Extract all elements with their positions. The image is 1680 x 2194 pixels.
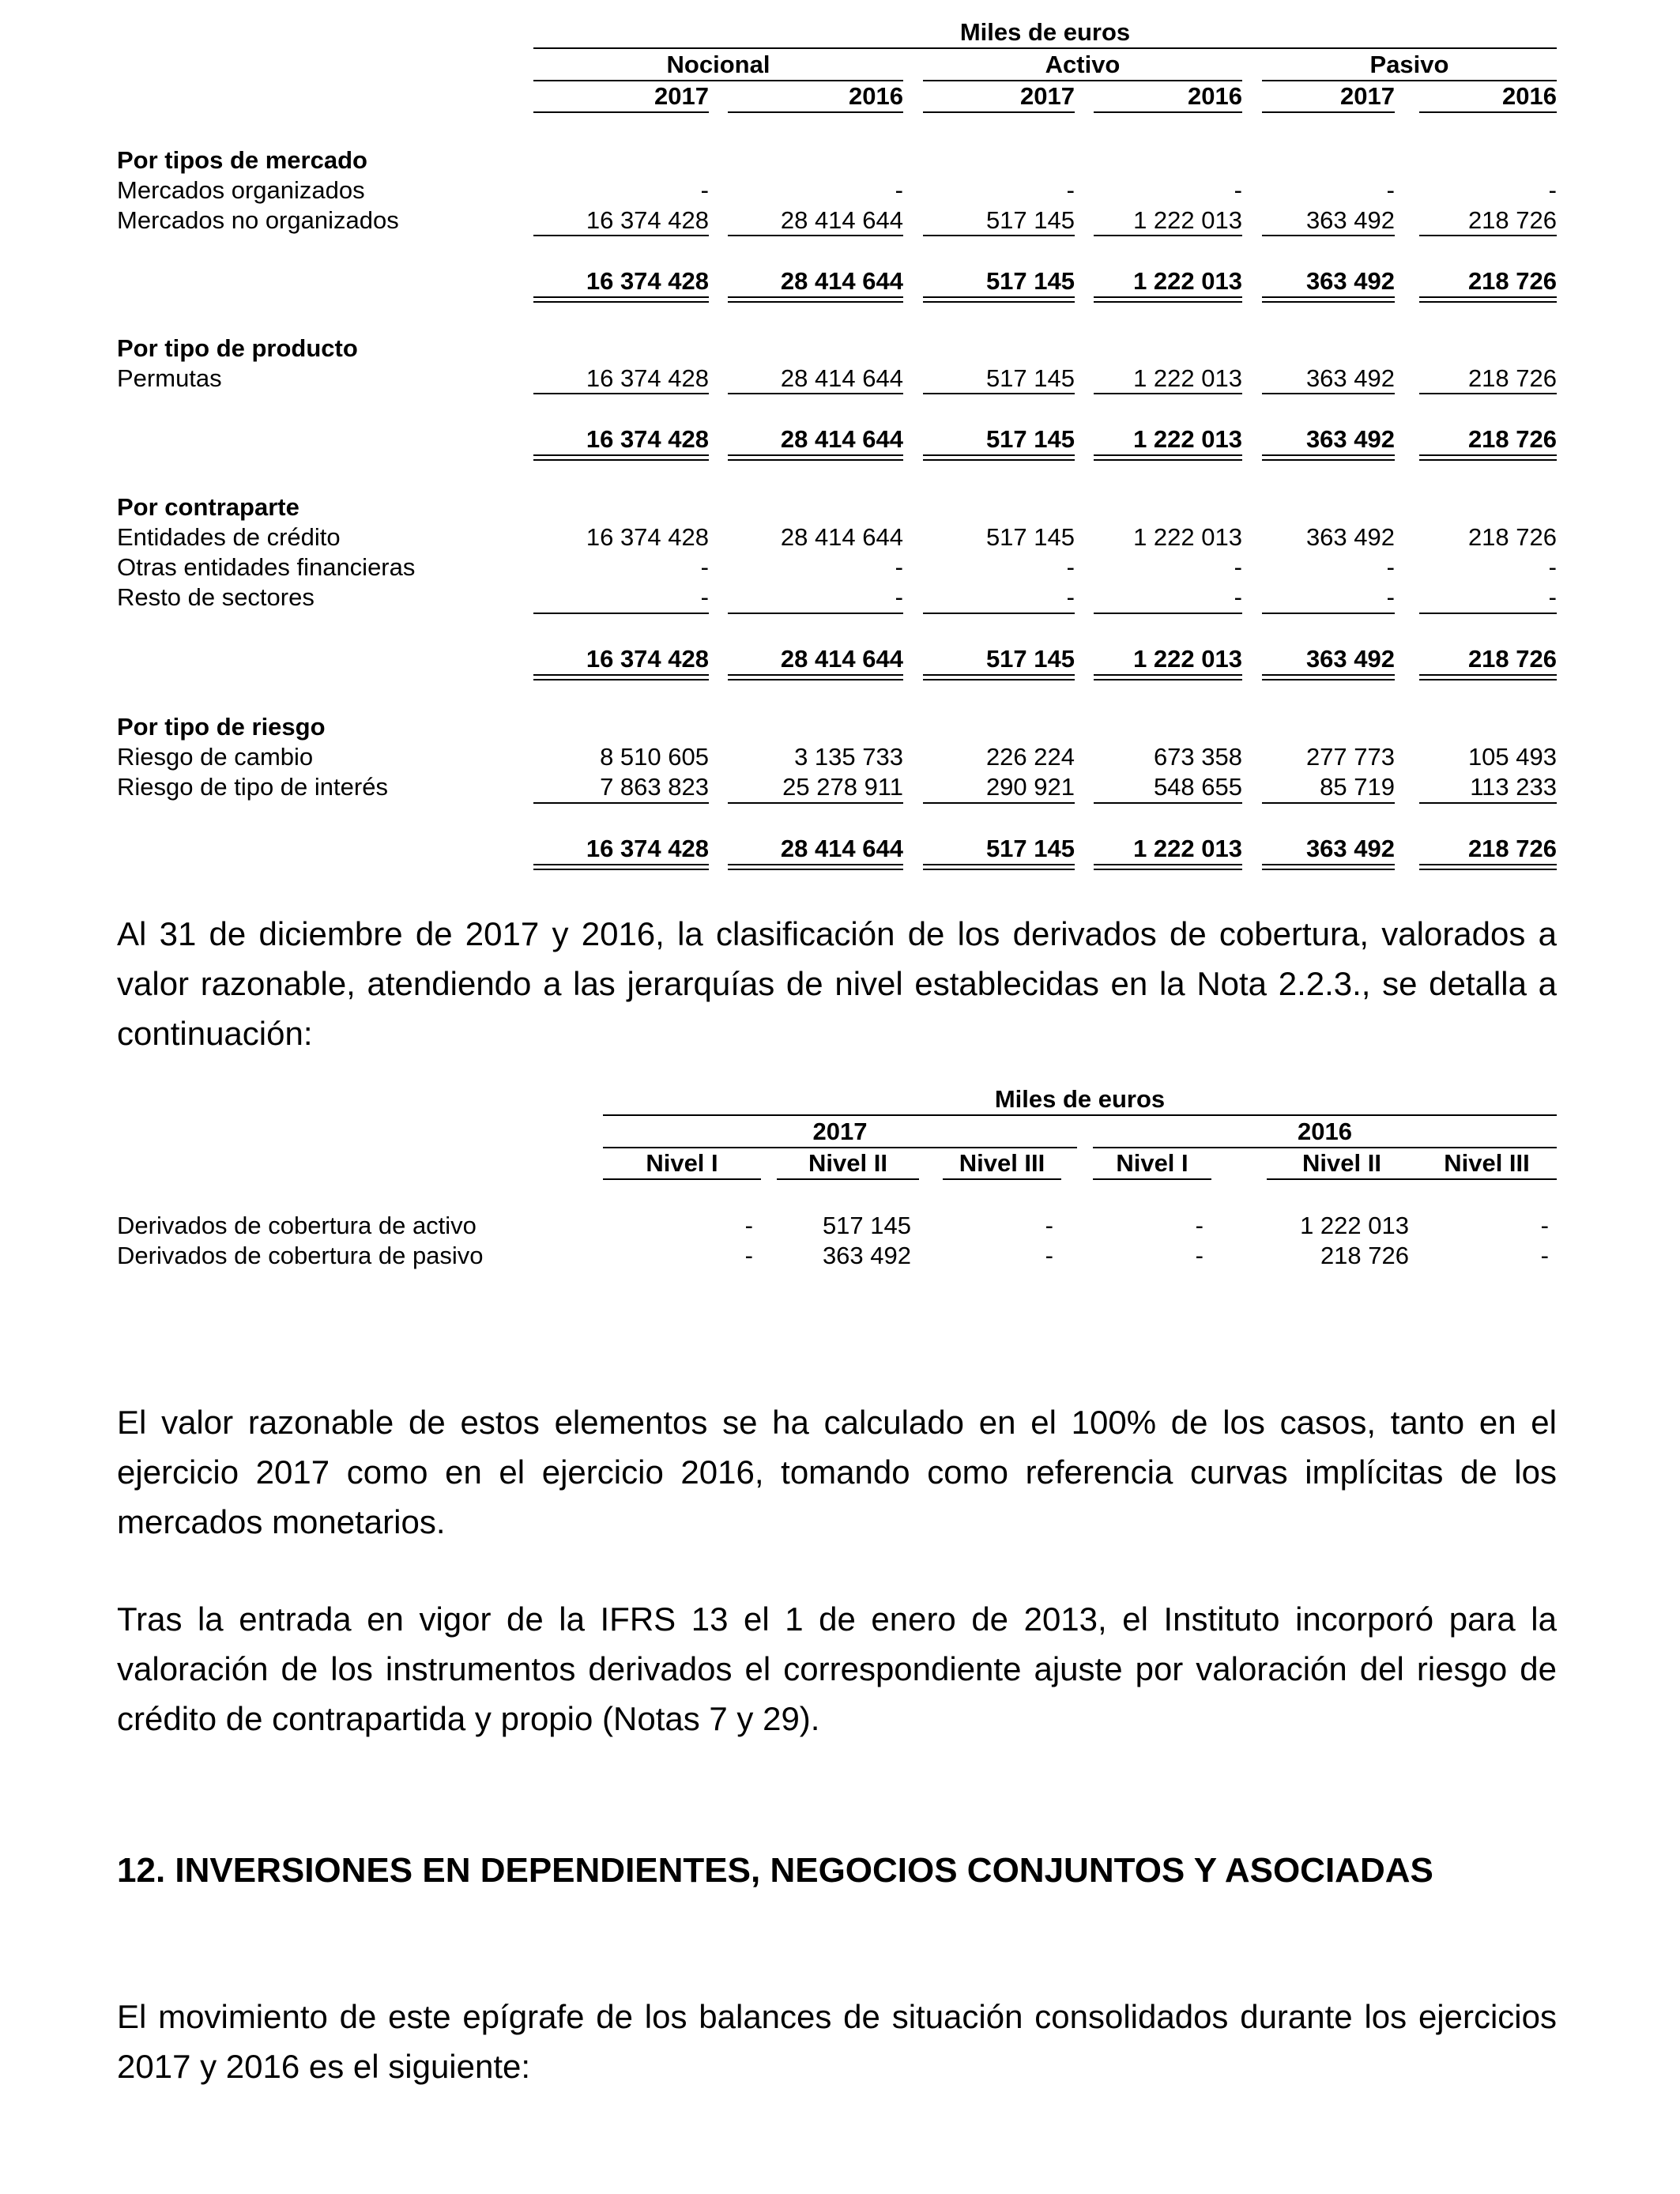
table-cell: 105 493: [1467, 743, 1557, 771]
table-cell: -: [1066, 583, 1075, 611]
year-header: 2017: [654, 82, 709, 110]
table-cell: -: [1195, 1242, 1203, 1269]
level-header: Nivel I: [646, 1149, 718, 1177]
year-header: 2017: [1020, 82, 1075, 110]
table-cell: 28 414 644: [780, 523, 903, 551]
row-label: Resto de sectores: [117, 583, 315, 611]
table-cell: -: [1045, 1242, 1053, 1269]
total-cell: 218 726: [1467, 645, 1557, 673]
table-cell: 363 492: [822, 1242, 911, 1269]
table-cell: -: [1195, 1212, 1203, 1239]
section-title: Por contraparte: [117, 493, 299, 521]
level-rule: [1417, 1178, 1557, 1180]
table-cell: -: [700, 176, 709, 204]
total-cell: 28 414 644: [780, 645, 903, 673]
level-header: Nivel II: [808, 1149, 887, 1177]
level-rule: [603, 1178, 761, 1180]
paragraph-hedging-classification: Al 31 de diciembre de 2017 y 2016, la clasificación de los derivados de cobertura, valorados a valor razonable, atendiendo a las jerarquías de nivel establecidas en la Nota 2.2.3., se detalla a continuación:: [117, 915, 1557, 1052]
table-cell: 277 773: [1305, 743, 1395, 771]
table-cell: 16 374 428: [586, 523, 709, 551]
table-cell: 1 222 013: [1133, 364, 1242, 392]
table-cell: 517 145: [822, 1212, 911, 1239]
total-cell: 363 492: [1305, 645, 1395, 673]
table-cell: 517 145: [985, 206, 1075, 234]
table-cell: 8 510 605: [600, 743, 709, 771]
table-cell: -: [1386, 176, 1395, 204]
level-rule: [1267, 1178, 1417, 1180]
table-cell: 16 374 428: [586, 206, 709, 234]
level-header: Nivel III: [1444, 1149, 1530, 1177]
table-cell: 218 726: [1467, 523, 1557, 551]
table-cell: 85 719: [1320, 773, 1395, 801]
table2-unit-rule: [603, 1114, 1557, 1116]
table1-unit-header: Miles de euros: [959, 18, 1131, 46]
table-cell: 28 414 644: [780, 206, 903, 234]
total-cell: 517 145: [985, 645, 1075, 673]
section-title: Por tipos de mercado: [117, 146, 367, 174]
table-cell: -: [1386, 583, 1395, 611]
total-cell: 16 374 428: [586, 835, 709, 862]
total-cell: 16 374 428: [586, 425, 709, 453]
table-cell: -: [700, 553, 709, 581]
table-cell: 363 492: [1305, 523, 1395, 551]
table-cell: 218 726: [1467, 364, 1557, 392]
table-cell: 363 492: [1305, 206, 1395, 234]
year-header: 2017: [1340, 82, 1395, 110]
total-cell: 363 492: [1305, 425, 1395, 453]
table2-unit-header: Miles de euros: [994, 1085, 1166, 1113]
row-label: Derivados de cobertura de activo: [117, 1212, 477, 1239]
table-cell: -: [1066, 176, 1075, 204]
level-rule: [1093, 1178, 1211, 1180]
year-header: 2016: [1502, 82, 1557, 110]
level-rule: [943, 1178, 1061, 1180]
year-header: 2016: [849, 82, 903, 110]
table-cell: -: [700, 583, 709, 611]
table-cell: -: [1548, 553, 1557, 581]
row-label: Riesgo de cambio: [117, 743, 314, 771]
section-heading-12: 12. INVERSIONES EN DEPENDIENTES, NEGOCIOS CONJUNTOS Y ASOCIADAS: [117, 1851, 1433, 1890]
row-label: Permutas: [117, 364, 222, 392]
year-header-2016: 2016: [1298, 1118, 1352, 1145]
total-cell: 517 145: [985, 835, 1075, 862]
table-cell: -: [744, 1212, 753, 1239]
table-cell: 28 414 644: [780, 364, 903, 392]
total-cell: 517 145: [985, 425, 1075, 453]
row-label: Entidades de crédito: [117, 523, 341, 551]
table-cell: 226 224: [985, 743, 1075, 771]
year-header-2017: 2017: [812, 1118, 868, 1145]
total-cell: 363 492: [1305, 267, 1395, 295]
total-cell: 28 414 644: [780, 425, 903, 453]
table-cell: 517 145: [985, 523, 1075, 551]
section-title: Por tipo de riesgo: [117, 713, 326, 741]
total-cell: 218 726: [1467, 425, 1557, 453]
total-cell: 28 414 644: [780, 267, 903, 295]
table-cell: -: [1234, 553, 1242, 581]
total-cell: 363 492: [1305, 835, 1395, 862]
table-cell: -: [1548, 176, 1557, 204]
row-label: Otras entidades financieras: [117, 553, 416, 581]
table-cell: -: [895, 553, 903, 581]
table-cell: -: [744, 1242, 753, 1269]
table-cell: 363 492: [1305, 364, 1395, 392]
table-cell: 290 921: [985, 773, 1075, 801]
total-cell: 218 726: [1467, 835, 1557, 862]
table-cell: 218 726: [1320, 1242, 1409, 1269]
level-header: Nivel III: [959, 1149, 1045, 1177]
total-cell: 28 414 644: [780, 835, 903, 862]
table-cell: 1 222 013: [1133, 206, 1242, 234]
table-cell: 548 655: [1153, 773, 1242, 801]
level-header: Nivel I: [1116, 1149, 1188, 1177]
table-cell: 1 222 013: [1133, 523, 1242, 551]
row-label: Mercados organizados: [117, 176, 365, 204]
row-label: Mercados no organizados: [117, 206, 399, 234]
total-cell: 1 222 013: [1133, 267, 1242, 295]
table-cell: -: [1234, 176, 1242, 204]
table-cell: -: [1066, 553, 1075, 581]
level-rule: [777, 1178, 919, 1180]
table-cell: -: [1045, 1212, 1053, 1239]
total-cell: 1 222 013: [1133, 425, 1242, 453]
table-cell: 113 233: [1470, 773, 1557, 801]
year-header: 2016: [1188, 82, 1242, 110]
table-cell: 218 726: [1467, 206, 1557, 234]
table-cell: 517 145: [985, 364, 1075, 392]
total-cell: 16 374 428: [586, 267, 709, 295]
table-cell: 7 863 823: [600, 773, 709, 801]
table-cell: 3 135 733: [794, 743, 903, 771]
table-cell: -: [1540, 1212, 1549, 1239]
total-cell: 517 145: [985, 267, 1075, 295]
table-cell: -: [1386, 553, 1395, 581]
section-title: Por tipo de producto: [117, 334, 358, 362]
table-cell: -: [1234, 583, 1242, 611]
group-header-activo: Activo: [1045, 51, 1121, 78]
total-cell: 1 222 013: [1133, 835, 1242, 862]
table-cell: 1 222 013: [1300, 1212, 1409, 1239]
group-header-pasivo: Pasivo: [1369, 51, 1449, 78]
row-label: Riesgo de tipo de interés: [117, 773, 388, 801]
total-cell: 16 374 428: [586, 645, 709, 673]
group-header-nocional: Nocional: [666, 51, 770, 78]
row-label: Derivados de cobertura de pasivo: [117, 1242, 484, 1269]
table-cell: 673 358: [1153, 743, 1242, 771]
paragraph-movement: El movimiento de este epígrafe de los balances de situación consolidados durante los ejercicios 2017 y 2016 es el siguiente:: [117, 1998, 1557, 2085]
table-cell: -: [1548, 583, 1557, 611]
table-cell: -: [1540, 1242, 1549, 1269]
table-cell: -: [895, 583, 903, 611]
table-cell: 16 374 428: [586, 364, 709, 392]
paragraph-fair-value: El valor razonable de estos elementos se ha calculado en el 100% de los casos, tanto en el ejercicio 2017 como en el ejercicio 2016, tomando como referencia curvas implícitas de los mercados monetarios.: [117, 1404, 1557, 1540]
table-cell: -: [895, 176, 903, 204]
table-cell: 25 278 911: [782, 773, 903, 801]
total-cell: 1 222 013: [1133, 645, 1242, 673]
total-cell: 218 726: [1467, 267, 1557, 295]
level-header: Nivel II: [1302, 1149, 1381, 1177]
paragraph-ifrs13: Tras la entrada en vigor de la IFRS 13 el 1 de enero de 2013, el Instituto incorporó para la valoración de los instrumentos derivados el correspondiente ajuste por valoración del riesgo de crédito de contrapartida y propio (Notas 7 y 29).: [117, 1600, 1557, 1737]
